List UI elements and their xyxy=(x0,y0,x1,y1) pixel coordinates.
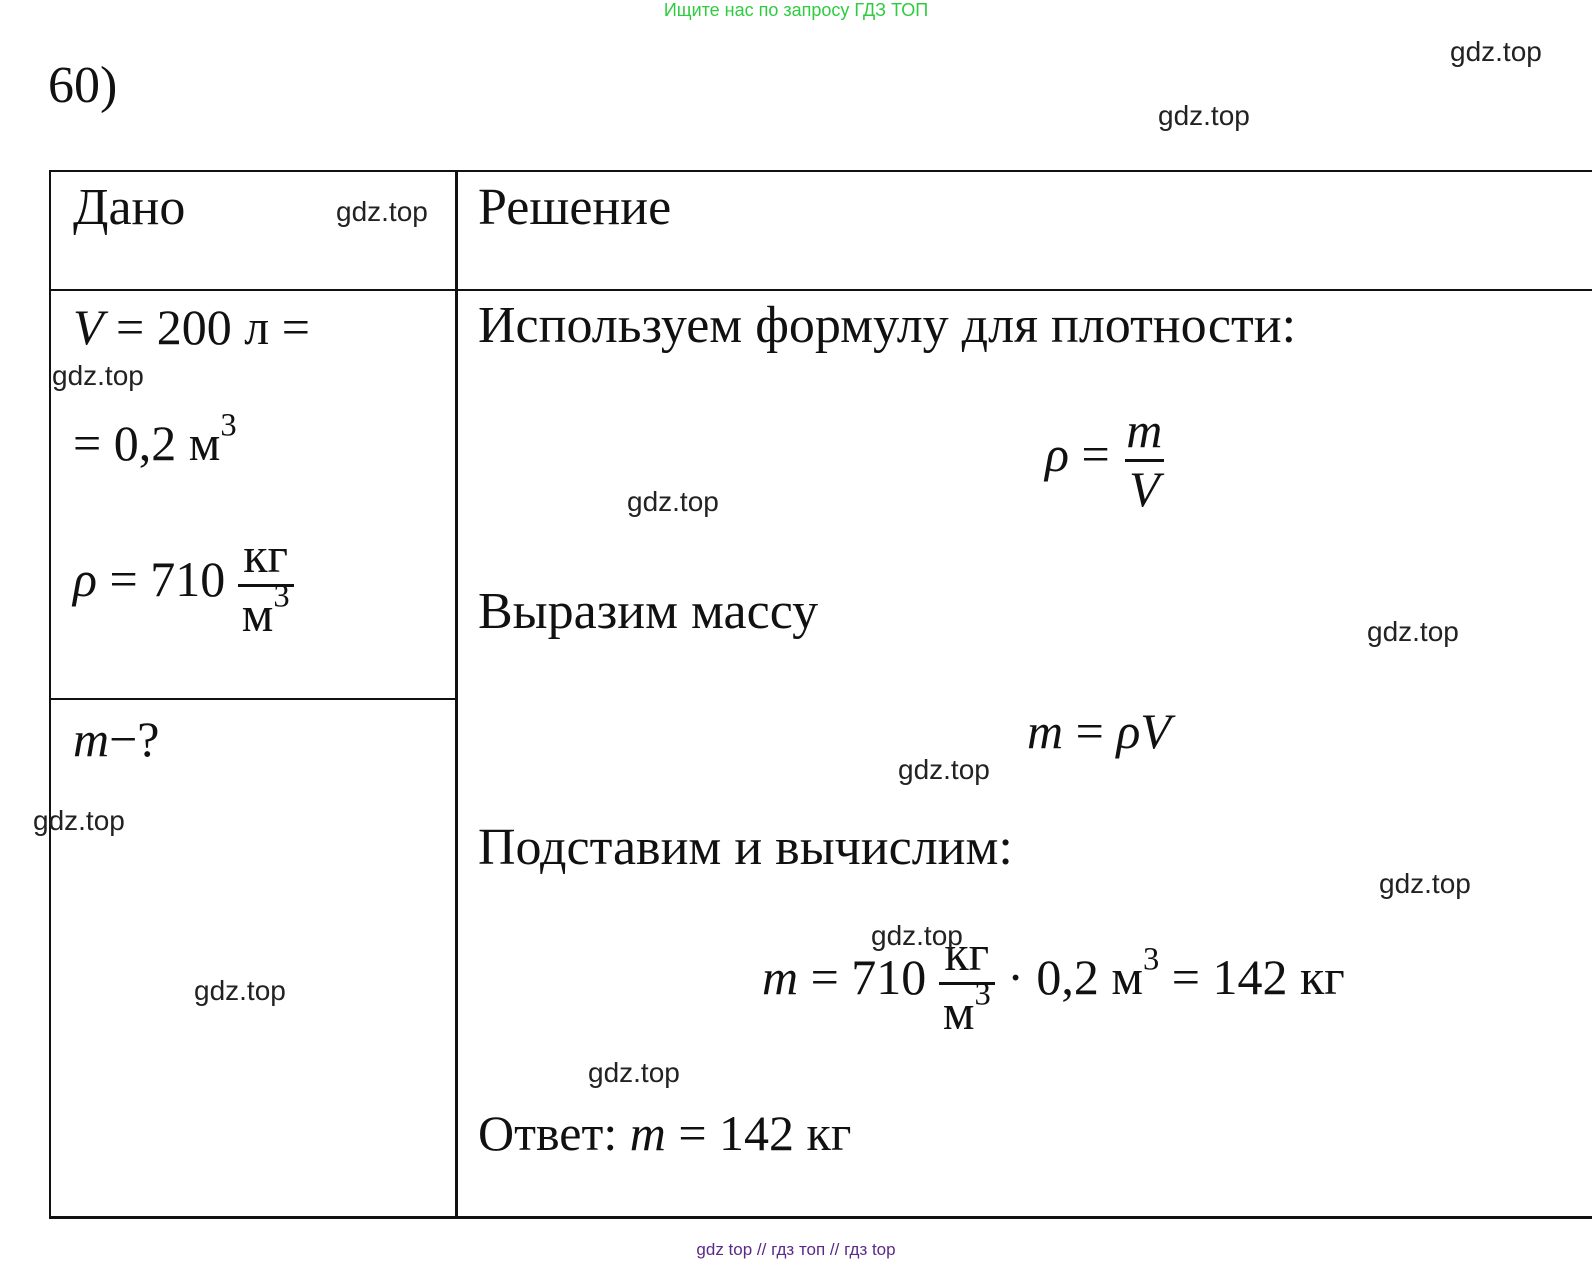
find-variable: m xyxy=(73,711,110,767)
formula1-numerator: m xyxy=(1126,402,1163,458)
watermark: gdz.top xyxy=(588,1057,680,1088)
watermark: gdz.top xyxy=(33,805,125,836)
bottom-banner: gdz top // гдз топ // гдз top xyxy=(696,1240,896,1259)
solution-line-substitute: Подставим и вычислим: xyxy=(478,819,1013,876)
solution-line-formula-intro: Используем формулу для плотности: xyxy=(478,297,1297,354)
table-column-divider xyxy=(455,170,458,1219)
formula2-rhs: ρV xyxy=(1116,703,1171,759)
watermark: gdz.top xyxy=(194,975,286,1006)
formula3-value: = 710 xyxy=(810,948,927,1005)
table-border-bottom xyxy=(49,1216,1592,1219)
watermark: gdz.top xyxy=(1367,616,1459,647)
answer-label: Ответ: xyxy=(478,1105,618,1161)
density-unit-fraction xyxy=(238,527,294,642)
formula1-lhs: ρ xyxy=(1045,425,1069,482)
formula2-lhs: m xyxy=(1027,703,1064,759)
formula3-unit-numerator: кг xyxy=(944,925,990,981)
solution-line-express-mass: Выразим массу xyxy=(478,583,819,640)
watermark: gdz.top xyxy=(871,920,963,951)
calculation-formula xyxy=(762,925,1345,1040)
watermark: gdz.top xyxy=(52,360,144,391)
answer-variable: m xyxy=(629,1105,666,1161)
formula1-denominator: V xyxy=(1125,459,1164,514)
formula3-unit-denominator: $м^3$ xyxy=(939,982,995,1037)
density-formula xyxy=(1045,402,1166,517)
density-unit-numerator: кг xyxy=(243,527,289,583)
given-find xyxy=(73,710,160,768)
problem-number: 60) xyxy=(48,57,118,114)
watermark: gdz.top xyxy=(898,754,990,785)
given-volume-line1 xyxy=(73,298,310,356)
watermark: gdz.top xyxy=(1450,36,1542,67)
formula3-result: = 142 кг xyxy=(1171,948,1345,1005)
answer-line xyxy=(478,1104,851,1162)
table-header-divider xyxy=(49,289,1592,291)
volume-value-cubic: = 0,2 м xyxy=(73,415,221,471)
density-unit-denominator: $м^3$ xyxy=(238,584,294,639)
given-header: Дано xyxy=(73,179,186,236)
solution-header: Решение xyxy=(478,179,672,236)
volume-value-liters: = 200 л = xyxy=(116,299,310,355)
watermark: gdz.top xyxy=(627,486,719,517)
watermark: gdz.top xyxy=(1379,868,1471,899)
watermark: gdz.top xyxy=(1158,100,1250,131)
given-find-divider xyxy=(49,698,457,700)
density-value: = 710 xyxy=(109,550,226,607)
mass-formula xyxy=(1027,702,1171,760)
table-border-top xyxy=(49,170,1592,172)
formula1-eq: = xyxy=(1081,425,1110,482)
watermark: gdz.top xyxy=(336,196,428,227)
find-question: −? xyxy=(109,711,160,767)
formula3-lhs: m xyxy=(762,948,799,1005)
given-volume-line2 xyxy=(73,407,237,472)
top-banner: Ищите нас по запросу ГДЗ ТОП xyxy=(663,0,929,20)
table-border-left xyxy=(49,170,51,1219)
formula2-eq: = xyxy=(1075,703,1104,759)
given-density xyxy=(73,527,294,642)
density-variable: ρ xyxy=(73,550,97,607)
volume-exponent: 3 xyxy=(220,407,237,444)
volume-variable: V xyxy=(73,299,104,355)
answer-value: = 142 кг xyxy=(678,1105,852,1161)
formula3-volume: · 0,2 $м^3$ xyxy=(1007,941,1160,1005)
formula1-fraction xyxy=(1122,402,1166,517)
